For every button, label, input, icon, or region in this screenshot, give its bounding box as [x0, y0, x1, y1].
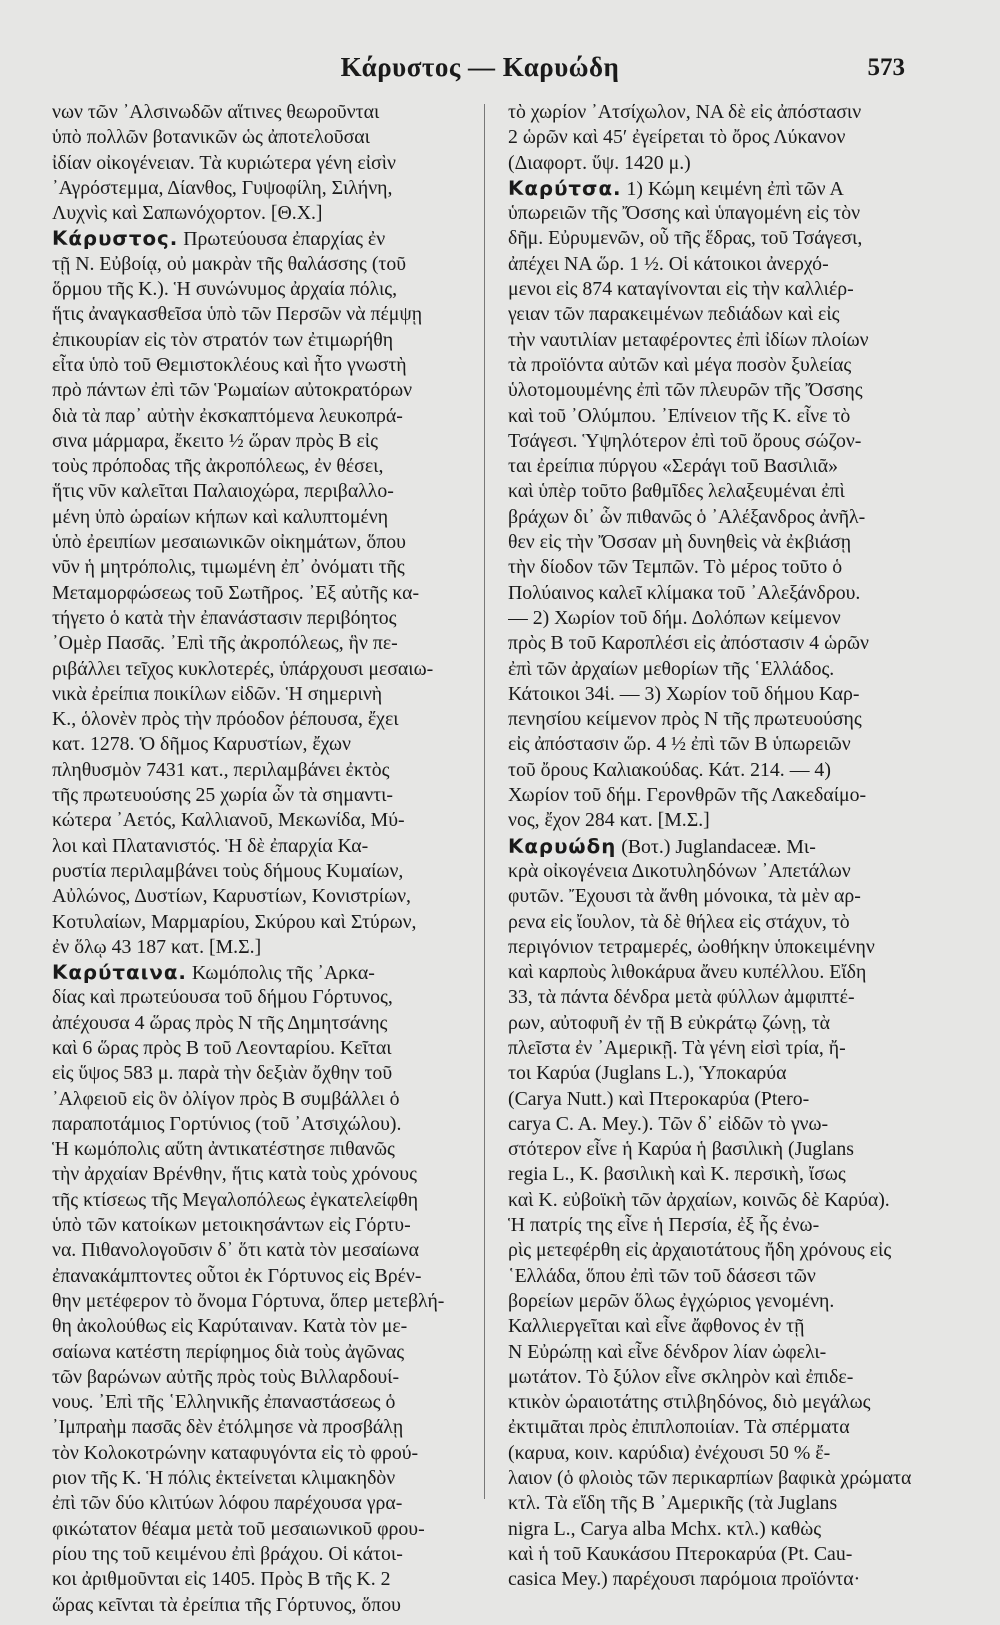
running-title: Κάρυστος — Καρυώδη [340, 52, 620, 82]
text-line [508, 884, 940, 909]
line-text: τὴν ἀρχαίαν Βρένθην, ἥτις κατὰ τοὺς χρόνους [52, 1163, 417, 1186]
line-text: νῦν ἡ μητρόπολις, τιμωμένη ἐπ᾽ ὀνόματι τῆς [52, 556, 405, 579]
line-text: θην μετέφερον τὸ ὄνομα Γόρτυνα, ὅπερ μετεβλή- [52, 1289, 445, 1312]
text-line [52, 302, 484, 327]
text-line [508, 1567, 940, 1592]
text-line [508, 125, 940, 150]
line-text: κρὰ οἰκογένεια Δικοτυληδόνων ᾽Απετάλων [508, 859, 851, 882]
line-text: καὶ Κ. εὐβοϊκὴ τῶν ἀρχαίων, κοινῶς δὲ Καρύα). [508, 1188, 890, 1211]
line-text: νος, ἔχον 284 κατ. [Μ.Σ.] [508, 809, 710, 832]
line-text: κοι ἀριθμοῦνται εἰς 1405. Πρὸς Β τῆς Κ. 2 [52, 1568, 391, 1591]
line-text: ἰδίαν οἰκογένειαν. Τὰ κυριώτερα γένη εἰσὶν [52, 151, 396, 174]
text-line [52, 1011, 484, 1036]
line-text: πλεῖστα ἐν ᾽Αμερικῇ. Τὰ γένη εἰσὶ τρία, ἤ- [508, 1036, 846, 1059]
line-text: πληθυσμὸν 7431 κατ., περιλαμβάνει ἐκτὸς [52, 758, 390, 781]
line-text: regia L., Κ. βασιλικὴ καὶ Κ. περσικὴ, ἴσως [508, 1163, 846, 1186]
line-text: ᾽Αγρόστεμμα, Δίανθος, Γυψοφίλη, Σιλήνη, [52, 176, 393, 199]
running-header [55, 52, 905, 92]
line-text: ρων, αὐτοφυῆ ἐν τῇ Β εὐκράτῳ ζώνῃ, τὰ [508, 1011, 831, 1034]
line-text: nigra L., Carya alba Mchx. κτλ.) καθὼς [508, 1517, 822, 1540]
text-line [52, 884, 484, 909]
line-text: καὶ 6 ὥρας πρὸς Β τοῦ Λεονταρίου. Κεῖται [52, 1036, 392, 1059]
line-text: διὰ τὰ παρ᾽ αὐτὴν ἐκσκαπτόμενα λευκοπρά- [52, 404, 403, 427]
text-line [52, 555, 484, 580]
text-line [52, 1390, 484, 1415]
text-line [52, 429, 484, 454]
line-text: casica Mey.) παρέχουσι παρόμοια προϊόντα· [508, 1568, 861, 1591]
text-line [508, 1314, 940, 1339]
text-line [52, 226, 484, 251]
text-line [52, 1466, 484, 1491]
text-line [52, 834, 484, 859]
text-line [52, 1162, 484, 1187]
line-text: ὑπωρειῶν τῆς Ὄσσης καὶ ὑπαγομένη εἰς τὸν [508, 202, 861, 225]
text-line [508, 581, 940, 606]
text-line [508, 859, 940, 884]
text-line [508, 151, 940, 176]
text-line [508, 1112, 940, 1137]
line-text: περιγόνιον τετραμερές, ὠοθήκην ὑποκειμένην [508, 935, 875, 958]
line-text: ὑλοτομουμένης ἐπὶ τῶν πλευρῶν τῆς Ὄσσης [508, 379, 863, 402]
text-line [508, 1188, 940, 1213]
page-number: 573 [867, 54, 905, 81]
line-text: δῆμ. Εὐρυμενῶν, οὗ τῆς ἕδρας, τοῦ Τσάγεσι, [508, 227, 863, 250]
text-line [508, 1415, 940, 1440]
line-text: μενοι εἰς 874 καταγίνονται εἰς τὴν καλλιέρ- [508, 278, 854, 301]
text-line [52, 454, 484, 479]
text-line [52, 530, 484, 555]
text-line [508, 353, 940, 378]
line-text: (καρυα, κοιν. καρύδια) ἐνέχουσι 50 % ἔ- [508, 1441, 831, 1464]
line-text: κτικὸν ὡραιοτάτης στιλβηδόνος, διὸ μεγάλως [508, 1391, 871, 1414]
line-text: ὑπὸ πολλῶν βοτανικῶν ὡς ἀποτελοῦσαι [52, 126, 370, 149]
line-text: φυτῶν. Ἔχουσι τὰ ἄνθη μόνοικα, τὰ μὲν αρ- [508, 885, 861, 908]
text-line [52, 1061, 484, 1086]
right-column [508, 100, 940, 1593]
text-line [52, 100, 484, 125]
text-line [52, 808, 484, 833]
text-line [508, 960, 940, 985]
text-line [508, 1340, 940, 1365]
text-line [52, 479, 484, 504]
text-line [52, 1289, 484, 1314]
text-line [508, 1213, 940, 1238]
line-text: εἰς ὕψος 583 μ. παρὰ τὴν δεξιὰν ὄχθην τοῦ [52, 1062, 393, 1085]
line-text: τῶν βαρώνων αὐτῆς πρὸς τοὺς Βιλλαρδουί- [52, 1365, 400, 1388]
line-text: εἶτα ὑπὸ τοῦ Θεμιστοκλέους καὶ ἦτο γνωστὴ [52, 353, 407, 376]
text-line [52, 353, 484, 378]
line-text: τήγετο ὁ κατὰ τὴν ἐπανάστασιν περιβόητος [52, 606, 397, 629]
line-text: Λυχνὶς καὶ Σαπωνόχορτον. [Θ.Χ.] [52, 202, 323, 225]
line-text: ὅρμου τῆς Κ.). Ἡ συνώνυμος ἀρχαία πόλις, [52, 278, 398, 301]
line-text: πρὸ πάντων ἐπὶ τῶν Ῥωμαίων αὐτοκρατόρων [52, 379, 413, 402]
text-line [52, 1264, 484, 1289]
line-text: 1) Κώμη κειμένη ἐπὶ τῶν Α [621, 177, 844, 200]
line-text: Αὐλώνος, Δυστίων, Καρυστίων, Κονιστρίων, [52, 885, 411, 908]
line-text: Καλλιεργεῖται καὶ εἶνε ἄφθονος ἐν τῇ [508, 1315, 805, 1338]
text-line [508, 302, 940, 327]
line-text: τὰ προϊόντα αὐτῶν καὶ μέγα ποσὸν ξυλείας [508, 353, 852, 376]
text-line [508, 479, 940, 504]
text-line [508, 682, 940, 707]
line-text: καὶ ἡ τοῦ Καυκάσου Πτεροκαρύα (Pt. Cau- [508, 1542, 853, 1565]
line-text: 33, τὰ πάντα δένδρα μετὰ φύλλων ἀμφιπτέ- [508, 986, 855, 1009]
line-text: κώτερα ᾽Αετός, Καλλιανοῦ, Μεκωνίδα, Μύ- [52, 809, 405, 832]
text-line [52, 1365, 484, 1390]
text-line [52, 910, 484, 935]
text-line [508, 530, 940, 555]
line-text: μένη ὑπὸ ὡραίων κήπων καὶ καλυπτομένη [52, 505, 389, 528]
text-line [52, 201, 484, 226]
text-line [508, 1087, 940, 1112]
line-text: εἰς ἀπόστασιν ὥρ. 4 ½ ἐπὶ τῶν Β ὑπωρειῶν [508, 733, 851, 756]
line-text: ῾Ελλάδα, ὅπου ἐπὶ τῶν τοῦ δάσεσι τῶν [508, 1264, 816, 1287]
text-line [508, 758, 940, 783]
line-text: κατ. 1278. Ὁ δῆμος Καρυστίων, ἔχων [52, 733, 351, 756]
line-text: τῆς κτίσεως τῆς Μεγαλοπόλεως ἐγκατελείφθη [52, 1188, 419, 1211]
line-text: λοι καὶ Πλατανιστός. Ἡ δὲ ἐπαρχία Κα- [52, 834, 369, 857]
text-line [508, 732, 940, 757]
text-line [508, 1264, 940, 1289]
line-text: ρυστία περιλαμβάνει τοὺς δήμους Κυμαίων, [52, 859, 404, 882]
text-line [52, 1415, 484, 1440]
line-text: 2 ὡρῶν καὶ 45′ ἐγείρεται τὸ ὄρος Λύκανον [508, 126, 846, 149]
line-text: νικὰ ἐρείπια ποικίλων εἰδῶν. Ἡ σημερινὴ [52, 682, 383, 705]
line-text: ἐν ὅλῳ 43 187 κατ. [Μ.Σ.] [52, 935, 262, 958]
line-text: τὸν Κολοκοτρώνην καταφυγόντα εἰς τὸ φρού- [52, 1441, 419, 1464]
line-text: δίας καὶ πρωτεύουσα τοῦ δήμου Γόρτυνος, [52, 986, 393, 1009]
line-text: τὴν ναυτιλίαν μεταφέροντες ἐπὶ ἰδίων πλοίων [508, 328, 869, 351]
text-line [508, 935, 940, 960]
text-line [508, 1061, 940, 1086]
line-text: τὴν δίοδον τῶν Τεμπῶν. Τὸ μέρος τοῦτο ὁ [508, 556, 843, 579]
text-line [508, 201, 940, 226]
text-line [508, 1466, 940, 1491]
text-line [52, 657, 484, 682]
line-text: ὥρας κεῖνται τὰ ἐρείπια τῆς Γόρτυνος, ὅπου [52, 1593, 401, 1616]
text-line [52, 1238, 484, 1263]
entry-headword: Καρύτσα. [508, 176, 622, 200]
text-line [52, 960, 484, 985]
text-line [508, 1441, 940, 1466]
text-line [52, 985, 484, 1010]
text-line [52, 1542, 484, 1567]
line-text: (Βοτ.) Juglandaceæ. Μι- [616, 835, 816, 858]
line-text: ριον τῆς Κ. Ἡ πόλις ἐκτείνεται κλιμακηδὸν [52, 1467, 396, 1490]
text-line [52, 1491, 484, 1516]
line-text: τοι Καρύα (Juglans L.), Ὑποκαρύα [508, 1062, 787, 1085]
line-text: Πρωτεύουσα ἐπαρχίας ἐν [178, 228, 386, 251]
text-line [52, 732, 484, 757]
column-divider [484, 104, 485, 1499]
text-line [52, 328, 484, 353]
line-text: Τσάγεσι. Ὑψηλότερον ἐπὶ τοῦ ὄρους σώζον- [508, 429, 862, 452]
line-text: ρενα εἰς ἴουλον, τὰ δὲ θήλεα εἰς στάχυν, τὸ [508, 910, 850, 933]
text-line [52, 277, 484, 302]
line-text: ᾽Αλφειοῦ εἰς ὃν ὀλίγον πρὸς Β συμβάλλει ὁ [52, 1087, 400, 1110]
text-line [508, 252, 940, 277]
entry-headword: Καρυώδη [508, 834, 617, 858]
line-text: λαιον (ὁ φλοιὸς τῶν περικαρπίων βαφικὰ χρώματα [508, 1467, 912, 1490]
text-line [508, 1491, 940, 1516]
text-line [508, 1238, 940, 1263]
text-line [508, 555, 940, 580]
line-text: τοὺς πρόποδας τῆς ἀκροπόλεως, ἐν θέσει, [52, 455, 384, 478]
entry-headword: Κάρυστος. [52, 227, 179, 251]
line-text: θη ἀκολούθως εἰς Καρύταιναν. Κατὰ τὸν με- [52, 1315, 408, 1338]
text-line [508, 910, 940, 935]
text-line [508, 707, 940, 732]
line-text: γειαν τῶν παρακειμένων πεδιάδων καὶ εἰς [508, 303, 840, 326]
line-text: να. Πιθανολογοῦσιν δ᾽ ὅτι κατὰ τὸν μεσαίωνα [52, 1239, 419, 1262]
line-text: ἀπέχει ΝΑ ὥρ. 1 ½. Οἱ κάτοικοι ἀνερχό- [508, 252, 829, 275]
line-text: Μεταμορφώσεως τοῦ Σωτῆρος. ᾽Εξ αὐτῆς κα- [52, 581, 420, 604]
line-text: πενησίου κείμενον πρὸς Ν τῆς πρωτευούσης [508, 708, 862, 731]
text-line [508, 176, 940, 201]
text-line [508, 1289, 940, 1314]
text-line [52, 682, 484, 707]
line-text: ριβάλλει τεῖχος κυκλοτερές, ὑπάρχουσι μεσαιω- [52, 657, 434, 680]
text-line [52, 505, 484, 530]
left-column [52, 100, 484, 1618]
line-text: μωτάτον. Τὸ ξύλον εἶνε σκληρὸν καὶ ἐπιδε- [508, 1365, 854, 1388]
line-text: σινα μάρμαρα, ἔκειτο ½ ὥραν πρὸς Β εἰς [52, 429, 378, 452]
line-text: ἐπικουρίαν εἰς τὸν στρατόν των ἐτιμωρήθη [52, 328, 394, 351]
text-line [52, 1036, 484, 1061]
text-line [508, 808, 940, 833]
text-line [508, 277, 940, 302]
text-line [52, 176, 484, 201]
line-text: Κοτυλαίων, Μαρμαρίου, Σκύρου καὶ Στύρων, [52, 910, 417, 933]
line-text: Ἡ κωμόπολις αὕτη ἀντικατέστησε πιθανῶς [52, 1138, 395, 1161]
text-line [52, 404, 484, 429]
text-line [52, 1137, 484, 1162]
text-line [52, 606, 484, 631]
line-text: θεν εἰς τὴν Ὄσσαν μὴ δυνηθεὶς νὰ ἐκβιάσῃ [508, 531, 852, 554]
line-text: τὸ χωρίον ᾽Ατσίχωλον, ΝΑ δὲ εἰς ἀπόστασιν [508, 101, 862, 123]
text-line [508, 378, 940, 403]
line-text: νων τῶν ᾽Αλσινωδῶν αἵτινες θεωροῦνται [52, 101, 380, 123]
line-text: carya C. A. Mey.). Τῶν δ᾽ εἰδῶν τὸ γνω- [508, 1112, 829, 1135]
line-text: βορείων μερῶν ὅλως ἐγχώριος γενομένη. [508, 1289, 835, 1312]
text-line [508, 1365, 940, 1390]
line-text: ἐπανακάμπτοντες οὗτοι ἐκ Γόρτυνος εἰς Βρέν- [52, 1264, 422, 1287]
text-line [52, 1188, 484, 1213]
text-line [508, 505, 940, 530]
line-text: ἐπὶ τῶν δύο κλιτύων λόφου παρέχουσα γρα- [52, 1492, 403, 1515]
text-line [508, 328, 940, 353]
line-text: κτλ. Τὰ εἴδη τῆς Β ᾽Αμερικῆς (τὰ Juglans [508, 1492, 838, 1515]
text-line [52, 1441, 484, 1466]
line-text: τῇ Ν. Εὐβοίᾳ, οὐ μακρὰν τῆς θαλάσσης (τοῦ [52, 252, 407, 275]
text-line [52, 125, 484, 150]
text-line [508, 1542, 940, 1567]
line-text: ἐκτιμᾶται πρὸς ἐπιπλοποιίαν. Τὰ σπέρματα [508, 1416, 850, 1439]
text-line [52, 378, 484, 403]
text-line [508, 606, 940, 631]
line-text: (Διαφορτ. ὕψ. 1420 μ.) [508, 151, 691, 174]
text-line [508, 1011, 940, 1036]
line-text: ὑπὸ τῶν κατοίκων μετοικησάντων εἰς Γόρτυ- [52, 1214, 411, 1237]
line-text: ται ἐρείπια πύργου «Σεράγι τοῦ Βασιλιᾶ» [508, 455, 839, 478]
line-text: Πολύαινος καλεῖ κλίμακα τοῦ ᾽Αλεξάνδρου. [508, 581, 861, 604]
line-text: ἥτις νῦν καλεῖται Παλαιοχώρα, περιβαλλο- [52, 480, 394, 503]
text-line [52, 783, 484, 808]
text-line [508, 783, 940, 808]
text-line [508, 454, 940, 479]
text-line [52, 1213, 484, 1238]
line-text: Ἡ πατρίς της εἶνε ἡ Περσία, ἐξ ἧς ἐνω- [508, 1214, 820, 1237]
text-line [508, 1137, 940, 1162]
text-line [52, 1517, 484, 1542]
text-line [508, 226, 940, 251]
line-text: Κωμόπολις τῆς ᾽Αρκα- [186, 962, 375, 985]
line-text: καὶ καρποὺς λιθοκάρυα ἄνευ κυπέλλου. Εἴδη [508, 961, 867, 984]
text-line [508, 834, 940, 859]
entry-headword: Καρύταινα. [52, 961, 187, 985]
line-text: ὑπὸ ἐρειπίων μεσαιωνικῶν οἰκημάτων, ὅπου [52, 531, 406, 554]
line-text: ἥτις ἀναγκασθεῖσα ὑπὸ τῶν Περσῶν νὰ πέμψῃ [52, 303, 423, 326]
text-line [508, 1390, 940, 1415]
text-line [508, 100, 940, 125]
line-text: τῆς πρωτευούσης 25 χωρία ὧν τὰ σημαντι- [52, 784, 394, 807]
line-text: ᾽Ιμπραὴμ πασᾶς δὲν ἐτόλμησε νὰ προσβάλῃ [52, 1416, 404, 1439]
text-line [508, 429, 940, 454]
line-text: ρίου της τοῦ κειμένου ἐπὶ βράχου. Οἱ κάτοι- [52, 1542, 403, 1565]
line-text: τοῦ ὄρους Καλιακούδας. Κάτ. 214. — 4) [508, 758, 831, 781]
text-line [52, 1567, 484, 1592]
line-text: καὶ ὑπὲρ τοῦτο βαθμῖδες λελαξευμέναι ἐπὶ [508, 480, 845, 503]
text-line [52, 1340, 484, 1365]
text-line [508, 631, 940, 656]
line-text: Χωρίον τοῦ δήμ. Γερονθρῶν τῆς Λακεδαίμο- [508, 784, 867, 807]
line-text: καὶ τοῦ ᾽Ολύμπου. ᾽Επίνειον τῆς Κ. εἶνε τὸ [508, 404, 851, 427]
text-line [52, 859, 484, 884]
text-line [52, 1087, 484, 1112]
text-line [52, 581, 484, 606]
line-text: βράχων δι᾽ ὧν πιθανῶς ὁ ᾽Αλέξανδρος ἀνῆλ- [508, 505, 866, 528]
text-line [508, 985, 940, 1010]
line-text: ρὶς μετεφέρθη εἰς ἀρχαιοτάτους ἤδη χρόνους εἰς [508, 1239, 892, 1262]
text-line [508, 1517, 940, 1542]
line-text: — 2) Χωρίον τοῦ δήμ. Δολόπων κείμενον [508, 606, 841, 629]
text-line [508, 1036, 940, 1061]
line-text: ᾽Ομὲρ Πασᾶς. ᾽Επὶ τῆς ἀκροπόλεως, ἣν πε- [52, 632, 398, 655]
line-text: στότερον εἶνε ἡ Καρύα ἡ βασιλικὴ (Juglans [508, 1138, 854, 1161]
text-line [52, 1112, 484, 1137]
text-line [52, 151, 484, 176]
line-text: ἀπέχουσα 4 ὥρας πρὸς Ν τῆς Δημητσάνης [52, 1011, 388, 1034]
text-line [508, 657, 940, 682]
line-text: (Carya Nutt.) καὶ Πτεροκαρύα (Ptero- [508, 1087, 810, 1110]
text-line [52, 1314, 484, 1339]
line-text: φικώτατον θέαμα μετὰ τοῦ μεσαιωνικοῦ φρου- [52, 1517, 425, 1540]
text-line [52, 707, 484, 732]
line-text: Κάτοικοι 34ἱ. — 3) Χωρίον τοῦ δήμου Καρ- [508, 682, 860, 705]
text-line [508, 1162, 940, 1187]
line-text: Ν Εὐρώπῃ καὶ εἶνε δένδρον λίαν ὠφελι- [508, 1340, 827, 1363]
line-text: παραποτάμιος Γορτύνιος (τοῦ ᾽Ατσιχώλου). [52, 1112, 402, 1135]
text-line [508, 404, 940, 429]
line-text: πρὸς Β τοῦ Καροπλέσι εἰς ἀπόστασιν 4 ὡρῶν [508, 632, 869, 655]
text-line [52, 935, 484, 960]
line-text: σαίωνα κατέστη περίφημος διὰ τοὺς ἀγῶνας [52, 1340, 405, 1363]
text-line [52, 631, 484, 656]
line-text: νους. ᾽Επὶ τῆς ῾Ελληνικῆς ἐπαναστάσεως ὁ [52, 1391, 396, 1414]
line-text: Κ., ὁλονὲν πρὸς τὴν πρόοδον ῥέπουσα, ἔχει [52, 708, 399, 731]
text-line [52, 252, 484, 277]
text-line [52, 1593, 484, 1618]
line-text: ἐπὶ τῶν ἀρχαίων μεθορίων τῆς ῾Ελλάδος. [508, 657, 835, 680]
text-line [52, 758, 484, 783]
